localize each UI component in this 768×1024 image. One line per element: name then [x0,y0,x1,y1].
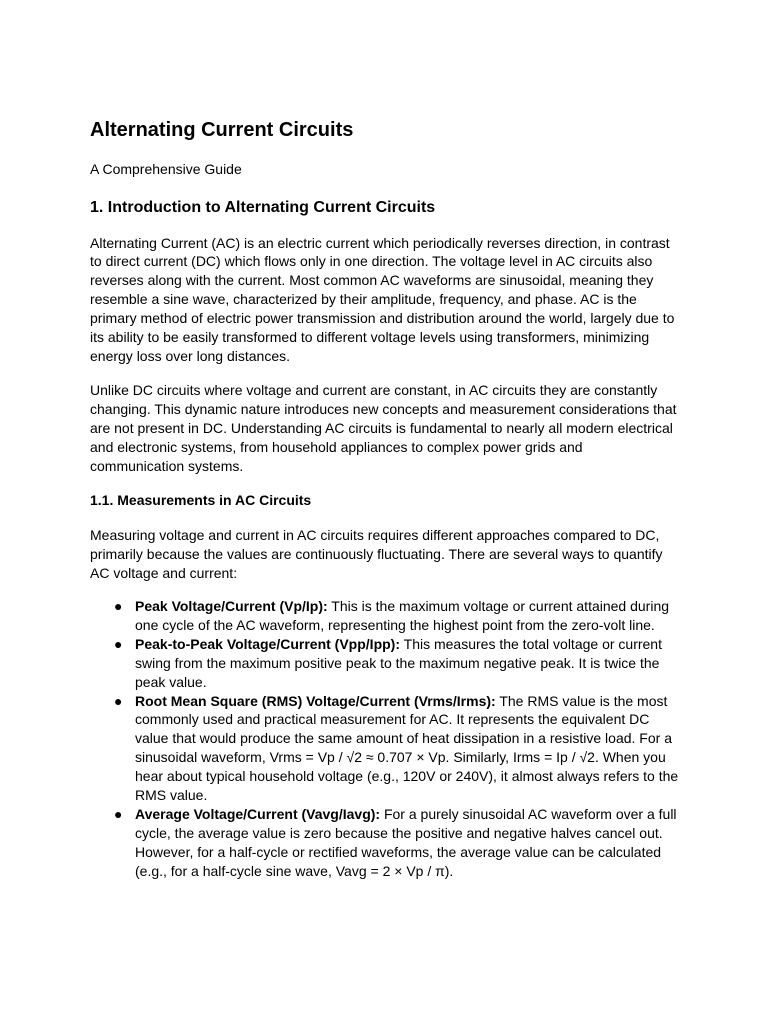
list-item-peak-to-peak [90,635,680,692]
bullet-icon: ● [114,598,123,614]
list-item-term: Peak-to-Peak Voltage/Current (Vpp/Ipp): [135,635,400,652]
list-item-term: Peak Voltage/Current (Vp/Ip): [135,598,328,614]
list-item-text: This measures the total voltage or current swing from the maximum positive peak to the maximum negative peak. It is twice the peak value. [135,635,662,690]
section-1-paragraph-2: Unlike DC circuits where voltage and current are constant, in AC circuits they are constantly changing. This dynamic nature introduces new concepts and measurement considerations that are not present in DC. Understanding AC circuits is fundamental to nearly all modern electrical and electronic systems, from household appliances to complex power grids and communication systems. [90,382,677,474]
list-item-text: This is the maximum voltage or current attained during one cycle of the AC waveform, representing the highest point from the zero-volt line. [135,598,670,633]
bullet-icon: ● [114,805,123,822]
list-item-text: The RMS value is the most commonly used and practical measurement for AC. It represents the equivalent DC value that would produce the same amount of heat dissipation in a resistive load. For a sinusoidal waveform, Vrms = Vp / √2 ≈ 0.707 × Vp. Similarly, Irms = Ip / √2. When you hear about typical household voltage (e.g., 120V or 240V), it almost always refers to the RMS value. [135,692,679,804]
section-1-paragraph-1: Alternating Current (AC) is an electric current which periodically reverses direction, in contrast to direct current (DC) which flows only in one direction. The voltage level in AC circuits also reverses along with the current. Most common AC waveforms are sinusoidal, meaning they resemble a sine wave, characterized by their amplitude, frequency, and phase. AC is the primary method of electric power transmission and distribution around the world, largely due to its ability to be easily transformed to different voltage levels using transformers, minimizing energy loss over long distances. [90,234,675,364]
list-item-text: For a purely sinusoidal AC waveform over a full cycle, the average value is zero because the positive and negative halves cancel out. However, for a half-cycle or rectified waveforms, the average value can be calculated (e.g., for a half-cycle sine wave, Vavg = 2 × Vp / π). [135,805,677,879]
measurement-list [90,597,680,881]
bullet-icon: ● [114,635,123,652]
list-item-average [90,805,680,881]
document-title: Alternating Current Circuits [90,119,354,141]
bullet-icon: ● [114,692,123,709]
list-item-peak [90,597,680,635]
document-subtitle: A Comprehensive Guide [90,161,242,177]
section-1-1-intro: Measuring voltage and current in AC circuits requires different approaches compared to DC, primarily because the values are continuously fluctuating. There are several ways to quantify AC voltage and current: [90,527,663,581]
section-1-1-heading: 1.1. Measurements in AC Circuits [90,492,312,508]
section-1-heading: 1. Introduction to Alternating Current Circuits [90,199,436,216]
list-item-rms [90,692,680,805]
list-item-term: Average Voltage/Current (Vavg/Iavg): [135,805,381,822]
list-item-term: Root Mean Square (RMS) Voltage/Current (Vrms/Irms): [135,692,496,709]
